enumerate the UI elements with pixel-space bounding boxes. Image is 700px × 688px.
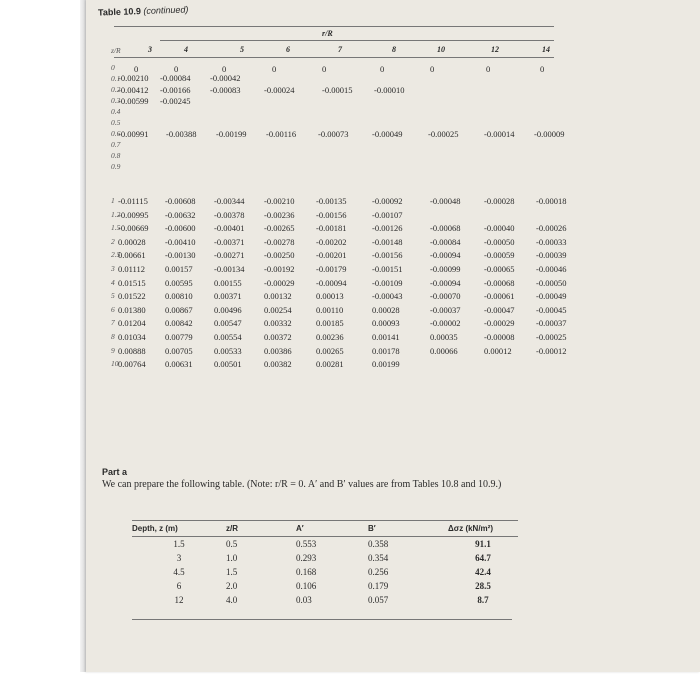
table-cell: 0.00236	[316, 332, 344, 342]
table-cell: -0.00028	[484, 196, 515, 206]
table-cell: 0.00028	[372, 304, 400, 315]
table-cell: 0	[174, 64, 179, 74]
table-cell: 0.00372	[264, 332, 292, 342]
table-cell: -0.00008	[484, 332, 515, 342]
header-depth: Depth, z (m)	[132, 521, 226, 537]
table-cell: -0.00047	[484, 304, 515, 315]
table-cell: 0.00012	[484, 345, 512, 356]
table-cell: -0.00107	[372, 209, 403, 220]
table-cell: 0	[380, 64, 385, 74]
table-cell: 0	[322, 64, 327, 74]
table-cell: -0.00092	[372, 196, 403, 206]
table-cell: -0.00012	[536, 345, 567, 356]
table-cell: 0.00533	[214, 345, 242, 356]
table-cell: -0.00029	[264, 277, 295, 288]
table-cell: 64.7	[475, 553, 491, 563]
table-cell: -0.00040	[484, 223, 515, 234]
part-a-bottom-rule	[132, 619, 512, 620]
table-cell: 0.00132	[264, 291, 292, 302]
table-cell: -0.00026	[536, 223, 567, 234]
header-delta-sigma: Δσz (kN/m²)	[448, 521, 518, 537]
row-label: 8	[111, 332, 115, 341]
table-cell: -0.00010	[374, 85, 405, 95]
table-cell: 0.358	[368, 539, 389, 549]
table-cell: 0.00661	[118, 250, 146, 261]
table-cell: -0.00265	[264, 223, 295, 234]
table-cell: -0.00210	[264, 196, 295, 206]
table-cell: -0.00048	[430, 196, 461, 206]
header-b-prime: B′	[368, 521, 448, 537]
row-label: 0.9	[111, 162, 121, 171]
table-continued-note: (continued)	[143, 4, 189, 16]
part-a-text: We can prepare the following table. (Note: r/R = 0. A′ and B′ values are from Tables 10.8 and 10.9.)	[102, 479, 502, 490]
table-cell: -0.00344	[214, 196, 245, 206]
table-cell: -0.00166	[160, 85, 191, 95]
table-cell: -0.00250	[264, 250, 295, 261]
table-cell: -0.00050	[484, 236, 515, 247]
table-cell: 0.00386	[264, 345, 292, 356]
table-cell: 0.00028	[118, 236, 146, 247]
header-top-rule	[114, 26, 554, 27]
table-cell: 3	[176, 553, 182, 563]
table-cell: -0.00135	[316, 196, 347, 206]
table-cell: 0.106	[296, 581, 317, 591]
table-cell: 0.00867	[165, 304, 193, 315]
table-cell: -0.00210	[118, 73, 149, 83]
table-cell: -0.00271	[214, 250, 245, 261]
table-cell: -0.00192	[264, 264, 295, 274]
table-cell: 0.00501	[214, 359, 242, 370]
table-cell: -0.00061	[484, 291, 515, 302]
table-cell: 0.01522	[118, 291, 146, 302]
table-cell: -0.00084	[160, 73, 191, 83]
row-label: 1.5	[111, 223, 121, 233]
part-a-table-body	[132, 537, 518, 608]
table-cell: -0.00156	[316, 209, 347, 220]
table-cell: 0.00155	[214, 277, 242, 288]
table-cell: -0.00278	[264, 236, 295, 247]
part-a-table	[132, 520, 518, 607]
table-cell: -0.00199	[216, 129, 247, 139]
table-row	[132, 551, 518, 565]
table-cell: -0.00037	[430, 304, 461, 315]
table-cell: 0.00199	[372, 359, 400, 370]
table-cell: 0.00810	[165, 291, 193, 302]
table-cell: 42.4	[475, 567, 491, 577]
table-cell: -0.00130	[165, 250, 196, 261]
table-cell: 0.354	[368, 553, 389, 563]
table-cell: -0.00669	[118, 223, 149, 234]
table-row	[132, 579, 518, 593]
table-cell: 0.01380	[118, 304, 146, 315]
table-cell: 1.5	[173, 539, 185, 549]
table-cell: 0.00066	[430, 345, 458, 356]
row-label: 1.2	[111, 209, 121, 219]
column-header: 5	[240, 45, 244, 54]
header-z-over-r: z/R	[226, 521, 296, 537]
table-cell: 0.00631	[165, 359, 193, 370]
table-cell: 0.00779	[165, 332, 193, 342]
table-cell: 0.00178	[372, 345, 400, 356]
table-cell: -0.00024	[264, 85, 295, 95]
row-label: 2.5	[111, 250, 121, 260]
table-cell: -0.00045	[536, 304, 567, 315]
table-cell: -0.00025	[428, 129, 459, 139]
table-cell: -0.00156	[372, 250, 403, 261]
part-a-header-row	[132, 521, 518, 537]
table-cell: 8.7	[477, 595, 489, 605]
table-cell: -0.00608	[165, 196, 196, 206]
table-cell: 0.00265	[316, 345, 344, 356]
table-cell: -0.00116	[266, 129, 297, 139]
row-label: 0.6	[111, 129, 121, 138]
table-cell: 0.00141	[372, 332, 400, 342]
table-cell: -0.00181	[316, 223, 347, 234]
table-cell: 0.00547	[214, 318, 242, 329]
table-cell: -0.00014	[484, 129, 515, 139]
table-cell: -0.00083	[210, 85, 241, 95]
table-cell: 0.00013	[316, 291, 344, 302]
table-cell: 1.0	[226, 553, 238, 563]
row-label: 1	[111, 196, 115, 205]
table-cell: -0.00046	[536, 264, 567, 274]
table-cell: 0.00185	[316, 318, 344, 329]
table-cell: -0.00015	[322, 85, 353, 95]
row-label: 5	[111, 291, 115, 301]
table-cell: -0.00042	[210, 73, 241, 83]
table-cell: -0.00202	[316, 236, 347, 247]
table-cell: 0.00254	[264, 304, 292, 315]
column-header: 14	[542, 45, 550, 54]
table-cell: -0.00371	[214, 236, 245, 247]
column-header: 8	[392, 45, 396, 54]
table-cell: -0.00134	[214, 264, 245, 274]
table-cell: 0.00371	[214, 291, 242, 302]
table-cell: -0.00991	[118, 129, 149, 139]
table-cell: -0.00109	[372, 277, 403, 288]
table-cell: -0.00388	[166, 129, 197, 139]
table-cell: 2.0	[226, 581, 238, 591]
table-cell: -0.01115	[118, 196, 148, 206]
table-cell: 0.00157	[165, 264, 193, 274]
table-cell: -0.00099	[430, 264, 461, 274]
table-cell: 0.00842	[165, 318, 193, 329]
table-cell: 0.00496	[214, 304, 242, 315]
table-cell: -0.00049	[536, 291, 567, 302]
row-label: 0.3	[111, 96, 121, 105]
table-cell: -0.00995	[118, 209, 149, 220]
table-cell: 0.168	[296, 567, 317, 577]
table-cell: -0.00002	[430, 318, 461, 329]
table-cell: 0.00110	[316, 304, 344, 315]
table-cell: -0.00148	[372, 236, 403, 247]
table-cell: 0.00093	[372, 318, 400, 329]
table-cell: 91.1	[475, 539, 491, 549]
table-cell: -0.00029	[484, 318, 515, 329]
table-cell: -0.00068	[430, 223, 461, 234]
row-label: 0.4	[111, 107, 121, 116]
table-cell: -0.00245	[160, 96, 191, 106]
table-cell: -0.00600	[165, 223, 196, 234]
table-cell: -0.00094	[430, 277, 461, 288]
column-header: 12	[491, 45, 499, 54]
table-cell: -0.00632	[165, 209, 196, 220]
table-cell: 0.5	[226, 539, 238, 549]
table-cell: 0.00595	[165, 277, 193, 288]
table-cell: -0.00073	[318, 129, 349, 139]
table-row	[132, 593, 518, 607]
row-label: 3	[111, 264, 115, 273]
row-label: 0.8	[111, 151, 121, 160]
column-header: 7	[338, 45, 342, 54]
table-cell: -0.00068	[484, 277, 515, 288]
table-cell: 0.03	[296, 595, 312, 605]
table-cell: 0	[272, 64, 277, 74]
table-row	[132, 537, 518, 552]
table-cell: -0.00059	[484, 250, 515, 261]
part-a-label: Part a	[102, 467, 128, 477]
row-label: 4	[111, 277, 115, 287]
table-cell: 0.01034	[118, 332, 146, 342]
table-cell: -0.00179	[316, 264, 347, 274]
table-cell: 0.553	[296, 539, 317, 549]
table-cell: 6	[176, 581, 182, 591]
table-cell: -0.00378	[214, 209, 245, 220]
table-cell: 0.00382	[264, 359, 292, 370]
header-bottom-rule	[114, 57, 554, 58]
row-label: 0.5	[111, 118, 121, 127]
table-cell: 0.256	[368, 567, 389, 577]
table-cell: 0.00035	[430, 332, 458, 342]
row-label: 6	[111, 304, 115, 314]
table-cell: -0.00018	[536, 196, 567, 206]
table-cell: -0.00033	[536, 236, 567, 247]
table-cell: -0.00037	[536, 318, 567, 329]
table-cell: -0.00201	[316, 250, 347, 261]
table-cell: -0.00025	[536, 332, 567, 342]
table-cell: 0.179	[368, 581, 389, 591]
column-header: 10	[437, 45, 445, 54]
table-cell: -0.00410	[165, 236, 196, 247]
table-cell: 12	[174, 595, 184, 605]
table-cell: 28.5	[475, 581, 491, 591]
row-axis-label: z/R	[111, 46, 121, 55]
table-cell: -0.00049	[372, 129, 403, 139]
table-cell: 4.5	[173, 567, 185, 577]
table-cell: 0.00281	[316, 359, 344, 370]
table-cell: 0.00888	[118, 345, 146, 356]
row-label: 0.7	[111, 140, 121, 149]
column-header: 6	[286, 45, 290, 54]
table-cell: -0.00084	[430, 236, 461, 247]
row-label: 9	[111, 345, 115, 355]
row-label: 2	[111, 236, 115, 246]
table-cell: -0.00126	[372, 223, 403, 234]
table-cell: 0	[430, 64, 435, 74]
row-label: 0.1	[111, 74, 121, 83]
table-cell: 0.01515	[118, 277, 146, 288]
column-header: 4	[184, 45, 188, 54]
table-cell: -0.00070	[430, 291, 461, 302]
table-cell: 0	[134, 64, 139, 74]
table-cell: 0.00554	[214, 332, 242, 342]
table-cell: 0.01112	[118, 264, 145, 274]
table-label: Table 10.9	[97, 6, 142, 18]
table-cell: 0.01204	[118, 318, 146, 329]
table-cell: -0.00401	[214, 223, 245, 234]
table-cell: -0.00043	[372, 291, 403, 302]
table-cell: 0.293	[296, 553, 317, 563]
table-cell: 0	[540, 64, 545, 74]
table-cell: 0.057	[368, 595, 389, 605]
table-cell: 0.00705	[165, 345, 193, 356]
table-cell: 0.00332	[264, 318, 292, 329]
table-cell: -0.00412	[118, 85, 149, 95]
table-cell: -0.00050	[536, 277, 567, 288]
row-label: 10	[111, 359, 119, 369]
table-cell: 0.00764	[118, 359, 146, 370]
table-cell: -0.00094	[430, 250, 461, 261]
table-cell: 1.5	[226, 567, 238, 577]
row-label: 0.2	[111, 85, 121, 94]
table-cell: -0.00094	[316, 277, 347, 288]
header-a-prime: A′	[296, 521, 368, 537]
table-cell: 4.0	[226, 595, 238, 605]
group-header-r-over-r: r/R	[322, 29, 333, 38]
table-cell: 0	[486, 64, 491, 74]
table-cell: -0.00151	[372, 264, 403, 274]
table-cell: -0.00009	[534, 129, 565, 139]
row-label: 7	[111, 318, 115, 328]
table-cell: -0.00236	[264, 209, 295, 220]
column-header: 3	[148, 45, 152, 54]
row-label: 0	[111, 63, 115, 72]
table-cell: 0	[222, 64, 227, 74]
header-group-rule	[160, 40, 554, 41]
table-cell: -0.00599	[118, 96, 149, 106]
table-cell: -0.00039	[536, 250, 567, 261]
table-row	[132, 565, 518, 579]
table-cell: -0.00065	[484, 264, 515, 274]
